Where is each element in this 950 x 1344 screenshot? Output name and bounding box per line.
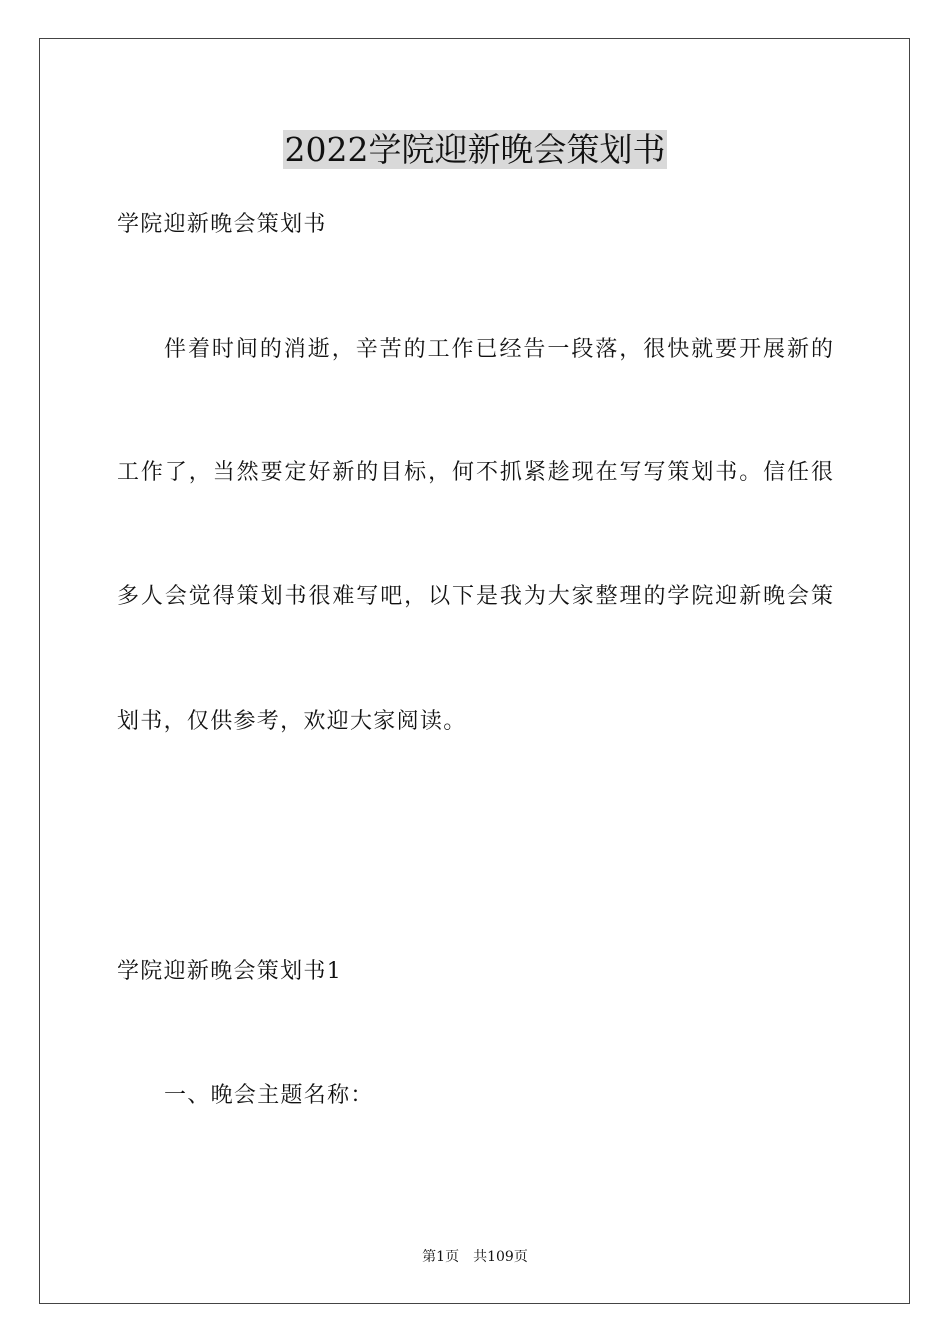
document-subtitle: 学院迎新晚会策划书 xyxy=(117,212,327,237)
page-total: 共109页 xyxy=(473,1249,528,1265)
document-title xyxy=(0,128,950,172)
page-number: 第1页 xyxy=(422,1249,460,1265)
intro-line-1: 伴着时间的消逝，辛苦的工作已经告一段落，很快就要开展新的 xyxy=(164,337,833,362)
section-heading: 学院迎新晚会策划书1 xyxy=(117,959,342,984)
document-title-text: 2022学院迎新晚会策划书 xyxy=(284,130,666,169)
item-heading: 一、晚会主题名称： xyxy=(164,1083,374,1108)
intro-line-4: 划书，仅供参考，欢迎大家阅读。 xyxy=(117,709,467,734)
intro-line-2: 工作了，当然要定好新的目标，何不抓紧趁现在写写策划书。信任很 xyxy=(117,460,833,485)
page-footer xyxy=(0,1247,950,1267)
intro-line-3: 多人会觉得策划书很难写吧，以下是我为大家整理的学院迎新晚会策 xyxy=(117,584,833,609)
